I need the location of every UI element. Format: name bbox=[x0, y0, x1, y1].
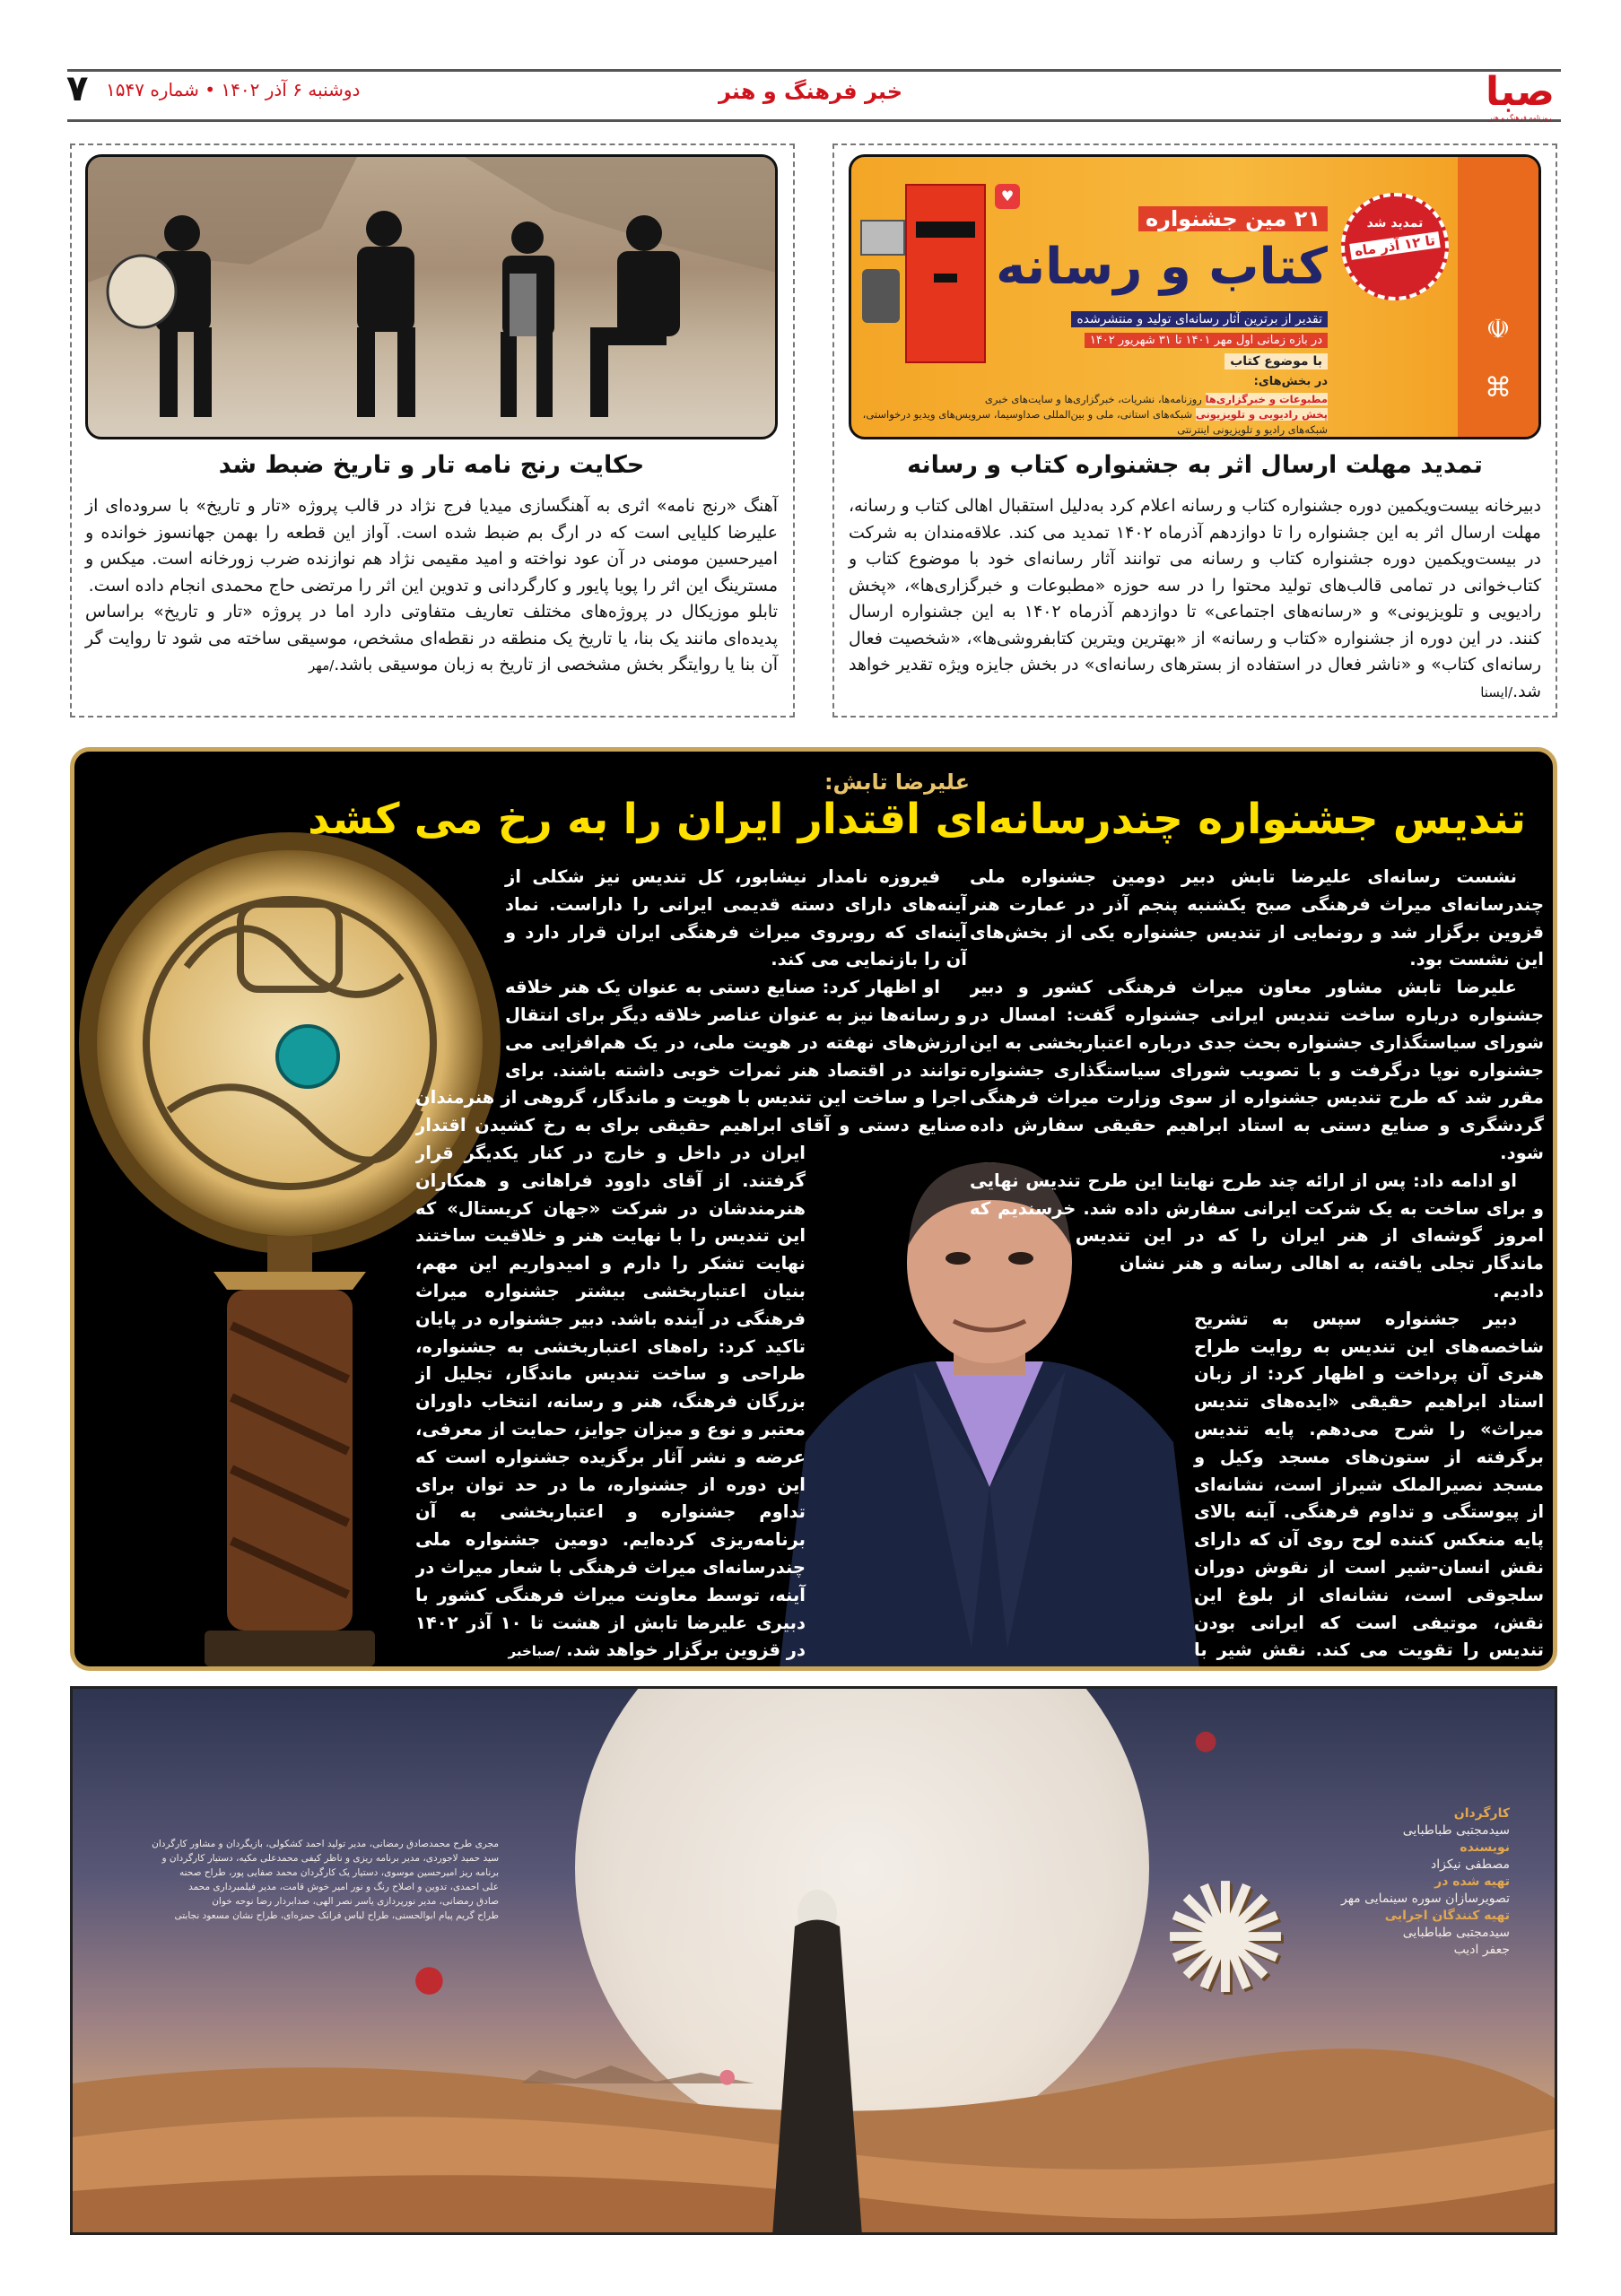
logo-subtitle: روزنامه فرهنگ و هنر bbox=[1488, 114, 1552, 122]
book-character-illustration bbox=[905, 184, 986, 363]
extended-stamp: تمدید شد تا ۱۲ آذر ماه bbox=[1341, 193, 1449, 300]
book-festival-body: دبیرخانه بیست‌ویکمین دوره جشنواره کتاب و رسانه اعلام کرد به‌دلیل استقبال اهالی کتاب و رسانه، مهلت ارسال اثر به این جشنواره را تا دوازدهم آذرماه ۱۴۰۲ تمدید می کند. علاقه‌مندان به شرکت در بیست‌ویکمین دوره جشنواره کتاب و رسانه می توانند آثار رسانه‌ای خود با موضوع کتاب و کتاب‌خوانی در تمامی قالب‌های تولید محتوا را در سه حوزه «مطبوعات و خبرگزاری‌ها»، «پخش رادیویی و تلویزیونی» و «رسانه‌های اجتماعی» تا دوازدهم آذرماه ۱۴۰۲ به این جشنواره ارسال کنند. در این دوره از جشنواره «کتاب و رسانه» از «بهترین ویترین کتابفروشی‌ها»، «شخصیت فعال رسانه‌ای کتاب» و «ناشر فعال در استفاده از بسترهای رسانه‌ای» در بخش جایزه ویژه تقدیر خواهد شد./ایسنا bbox=[849, 496, 1541, 701]
main-right-column bbox=[970, 864, 1544, 1662]
book-festival-source: /ایسنا bbox=[1480, 683, 1513, 700]
radio-icon bbox=[860, 220, 905, 256]
ad-topic: با موضوع کتاب bbox=[1224, 353, 1328, 370]
phone-icon bbox=[862, 269, 900, 323]
credits-left: مجری طرح محمدصادق رمضانی، مدیر تولید احمد کشکولی، بازیگردان و مشاور کارگردان سید حمید لاجوردی، مدیر برنامه ریزی و ناظر کیفی محمدعلی مکیه، دستیار کارگردان و برنامه ریز امیرحسین موسوی، دستیار یک کارگردان محمد صفایی پور، طراح صحنه علی احمدی، تدوین و اصلاح رنگ و نور امیر خوش قامت، مدیر فیلمبرداری محمد صادق رمضانی، مدیر نورپردازی یاسر نصر الهی، صدابردار رضا نوحه خوان طراح گریم پیام ابوالحسنی، طراح لباس فرانک حمزه‌ای، طراح نشان مسعود نجابتی bbox=[152, 1839, 499, 1921]
musicians-illustration bbox=[88, 157, 778, 439]
petal-icon: ● bbox=[414, 1958, 445, 1999]
dateline: دوشنبه ۶ آذر ۱۴۰۲ • شماره ۱۵۴۷ bbox=[106, 79, 361, 100]
main-kicker: علیرضا تابش: bbox=[824, 770, 970, 795]
musicians-photo bbox=[85, 154, 778, 439]
ad-sections: مطبوعات و خبرگزاری‌ها روزنامه‌ها، نشریات، خبرگزاری‌ها و سایت‌های خبری پخش رادیویی و تلویزیونی شبکه‌های استانی، ملی و بین‌المللی صداوسیما، سرویس‌های ویدیو درخواستی، شبکه‌های رادیو و تلویزیونی اینترنتی bbox=[862, 393, 1328, 436]
main-paragraph: علیرضا تابش مشاور معاون میراث فرهنگی کشور و دبیر جشنواره درباره ساخت تندیس ایرانی جشنواره گفت: امسال در شورای سیاستگذاری جشنواره بحث جدی درباره اعتباربخشی به این جشنواره نوپا درگرفت و با تصویب شورای سیاستگذاری جشنواره مقرر شد که طرح تندیس جشنواره از سوی وزارت میراث فرهنگی گردشگری و صنایع دستی به استاد ابراهیم حقیقی سفارش داده شود. bbox=[970, 977, 1544, 1163]
veiled-figure bbox=[763, 1877, 871, 2235]
ad-period: در بازه زمانی اول مهر ۱۴۰۱ تا ۳۱ شهریور ۱۴۰۲ bbox=[1085, 333, 1328, 348]
ad-edition: ۲۱ مین جشنواره bbox=[1138, 206, 1328, 231]
film-title-calligraphy: ✺ bbox=[1161, 1851, 1290, 2029]
main-paragraph: نشست رسانه‌ای علیرضا تابش دبیر دومین جشنواره ملی چندرسانه‌ای میراث فرهنگی صبح یکشنبه پنجم آذر در عمارت هنر قزوین برگزار شد و رونمایی از تندیس جشنواره یکی از بخش‌های این نشست بود. bbox=[970, 866, 1544, 970]
ad-tagline: تقدیر از برترین آثار رسانه‌ای تولید و منتشرشده bbox=[1071, 311, 1328, 327]
ad-sections-label: در بخش‌های: bbox=[1253, 375, 1328, 388]
heart-icon: ♥ bbox=[995, 184, 1020, 209]
book-festival-ad[interactable] bbox=[849, 154, 1541, 439]
credits-right: کارگردان سیدمجتبی طباطبایی نویسنده مصطفی نیکزاد تهیه شده در تصویرسازان سوره سینمایی مهر تهیه کنندگان اجرایی سیدمجتبی طباطبایی جعفر ادیب bbox=[1340, 1806, 1510, 1957]
ad-festival-name: کتاب و رسانه bbox=[996, 238, 1328, 296]
header-top-rule bbox=[67, 69, 1561, 72]
organizer-logo-icon: ⌘ bbox=[1485, 372, 1512, 404]
section-title: خبر فرهنگ و هنر bbox=[718, 79, 903, 104]
music-article-body bbox=[85, 493, 778, 680]
emblem-icon: ☫ bbox=[1486, 314, 1511, 345]
music-source: /مهر bbox=[309, 657, 335, 674]
ad-sidebar bbox=[1458, 157, 1538, 439]
main-article bbox=[70, 747, 1557, 1671]
main-paragraph: او ادامه داد: پس از ارائه چند طرح نهایتا این طرح تندیس نهایی و برای ساخت به یک شرکت ایرانی سفارش داده شد. خرسندیم که امروز گوشه‌ای از هنر ایران را که در این تندیس ماندگار تجلی یافته، به اهالی رسانه و هنر نشان دادیم. bbox=[970, 1170, 1544, 1301]
petal-icon: ● bbox=[719, 2066, 736, 2088]
page-number: ۷ bbox=[66, 68, 89, 109]
music-paragraph: تابلو موزیکال در پروژه‌های مختلف تعاریف متفاوتی دارد اما در پروژه «تار و تاریخ» براساس پدیده‌ای مانند یک بنا، یا تاریخ یک منطقه در نقطه‌ای مشخص، موسیقی ساخته می شود تا روایت گر آن بنا یا روایتگر بخش مشخصی از تاریخ به زبان موسیقی باشد./مهر bbox=[85, 602, 778, 674]
music-paragraph: آهنگ «رنج نامه» اثری به آهنگسازی میدیا فرج نژاد در قالب پروژه «تار و تاریخ» با سروده‌ای از علیرضا کلیایی است که در ارگ بم ضبط شده است. آواز این قطعه را بهمن جهانسوز خوانده و امیرحسین مومنی در آن عود نواخته و امید مقیمی نژاد هم نوازنده ضرب زورخانه است. میکس و مسترینگ این اثر را پویا پایور و کارگردانی و تدوین این اثر را مرتضی حاج محمدی انجام داده است. bbox=[85, 496, 778, 596]
main-paragraph: او اظهار کرد: صنایع دستی به عنوان یک هنر خلاقه و رسانه‌ها نیز به عنوان عناصر خلاقه دیگر برای انتقال ارزش‌های نهفته در هویت ملی، در یک هم‌افزایی می توانند در اقتصاد هنر ثمرات خوبی داشته باشند. برای اجرا و ساخت این تندیس با هویت و ماندگار، گروهی از هنرمندان صنایع دستی و آقای ابراهیم حقیقی برای به رخ کشیدن اقتدار ایران در داخل و خارج در کنار یکدیگر قرار گرفتند. از آقای داوود فراهانی و همکاران هنرمندشان در شرکت «جهان کریستال» که این تندیس را با نهایت هنر و خلاقیت ساختند نهایت تشکر را دارم و امیدواریم این مهم، بنیان اعتباربخشی بیشتر جشنواره میراث فرهنگی در آینده باشد. دبیر جشنواره در پایان تاکید کرد: راه‌های اعتباربخشی به جشنواره، طراحی و ساخت تندیس ماندگار، تجلیل از بزرگان فرهنگ، هنر و رسانه، انتخاب داوران معتبر و نوع و میزان جوایز، حمایت از معرفی، عرضه و نشر آثار برگزیده جشنواره است که این دوره از جشنواره، ما در حد توان برای تداوم جشنواره و اعتباربخشی به آن برنامه‌ریزی کرده‌ایم. دومین جشنواره ملی چندرسانه‌ای میراث فرهنگی با شعار میراث در آینه، توسط معاونت میراث فرهنگی کشور با دبیری علیرضا تابش از هشت تا ۱۰ آذر ۱۴۰۲ در قزوین برگزار خواهد شد. /صباخبر bbox=[415, 977, 967, 1661]
book-festival-title: تمدید مهلت ارسال اثر به جشنواره کتاب و رسانه bbox=[907, 451, 1483, 479]
header-bottom-rule bbox=[67, 119, 1561, 122]
main-source: /صباخبر bbox=[508, 1643, 561, 1660]
logo-text: صبا bbox=[1486, 69, 1555, 115]
petal-icon: ● bbox=[1194, 1725, 1218, 1756]
main-paragraph: دبیر جشنواره سپس به تشریح شاخصه‌های این تندیس به روایت طراح هنری آن پرداخت و اظهار کرد: از زبان استاد ابراهیم حقیقی «ایده‌های تندیس میراث» را شرح می‌دهم. پایه تندیس برگرفته از ستون‌های مسجد وکیل و مسجد نصیرالملک شیراز است، نشانه‌ای از پیوستگی و تداوم فرهنگی. آینه بالای پایه منعکس کننده لوح روی آن که دارای نقش انسان-شیر است از نقوش دوران سلجوقی است، نشانه‌ای از بلوغ این نقش، موتیفی است که ایرانی بودن تندیس را تقویت می کند. نقش شیر با bbox=[1194, 1308, 1544, 1661]
main-left-column bbox=[415, 864, 967, 1666]
film-poster[interactable] bbox=[70, 1686, 1557, 2235]
music-article-title: حکایت رنج نامه تار و تاریخ ضبط شد bbox=[218, 451, 645, 479]
main-paragraph: فیروزه نامدار نیشابور، کل تندیس نیز شکلی از آینه‌های دارای دسته قدیمی ایرانی را داراست. نماد آینه‌ای که روبروی میراث فرهنگی ایران قرار دارد و آن را بازنمایی می کند. bbox=[505, 866, 967, 970]
main-headline: تندیس جشنواره چندرسانه‌ای اقتدار ایران را به رخ می کشد bbox=[308, 795, 1526, 844]
